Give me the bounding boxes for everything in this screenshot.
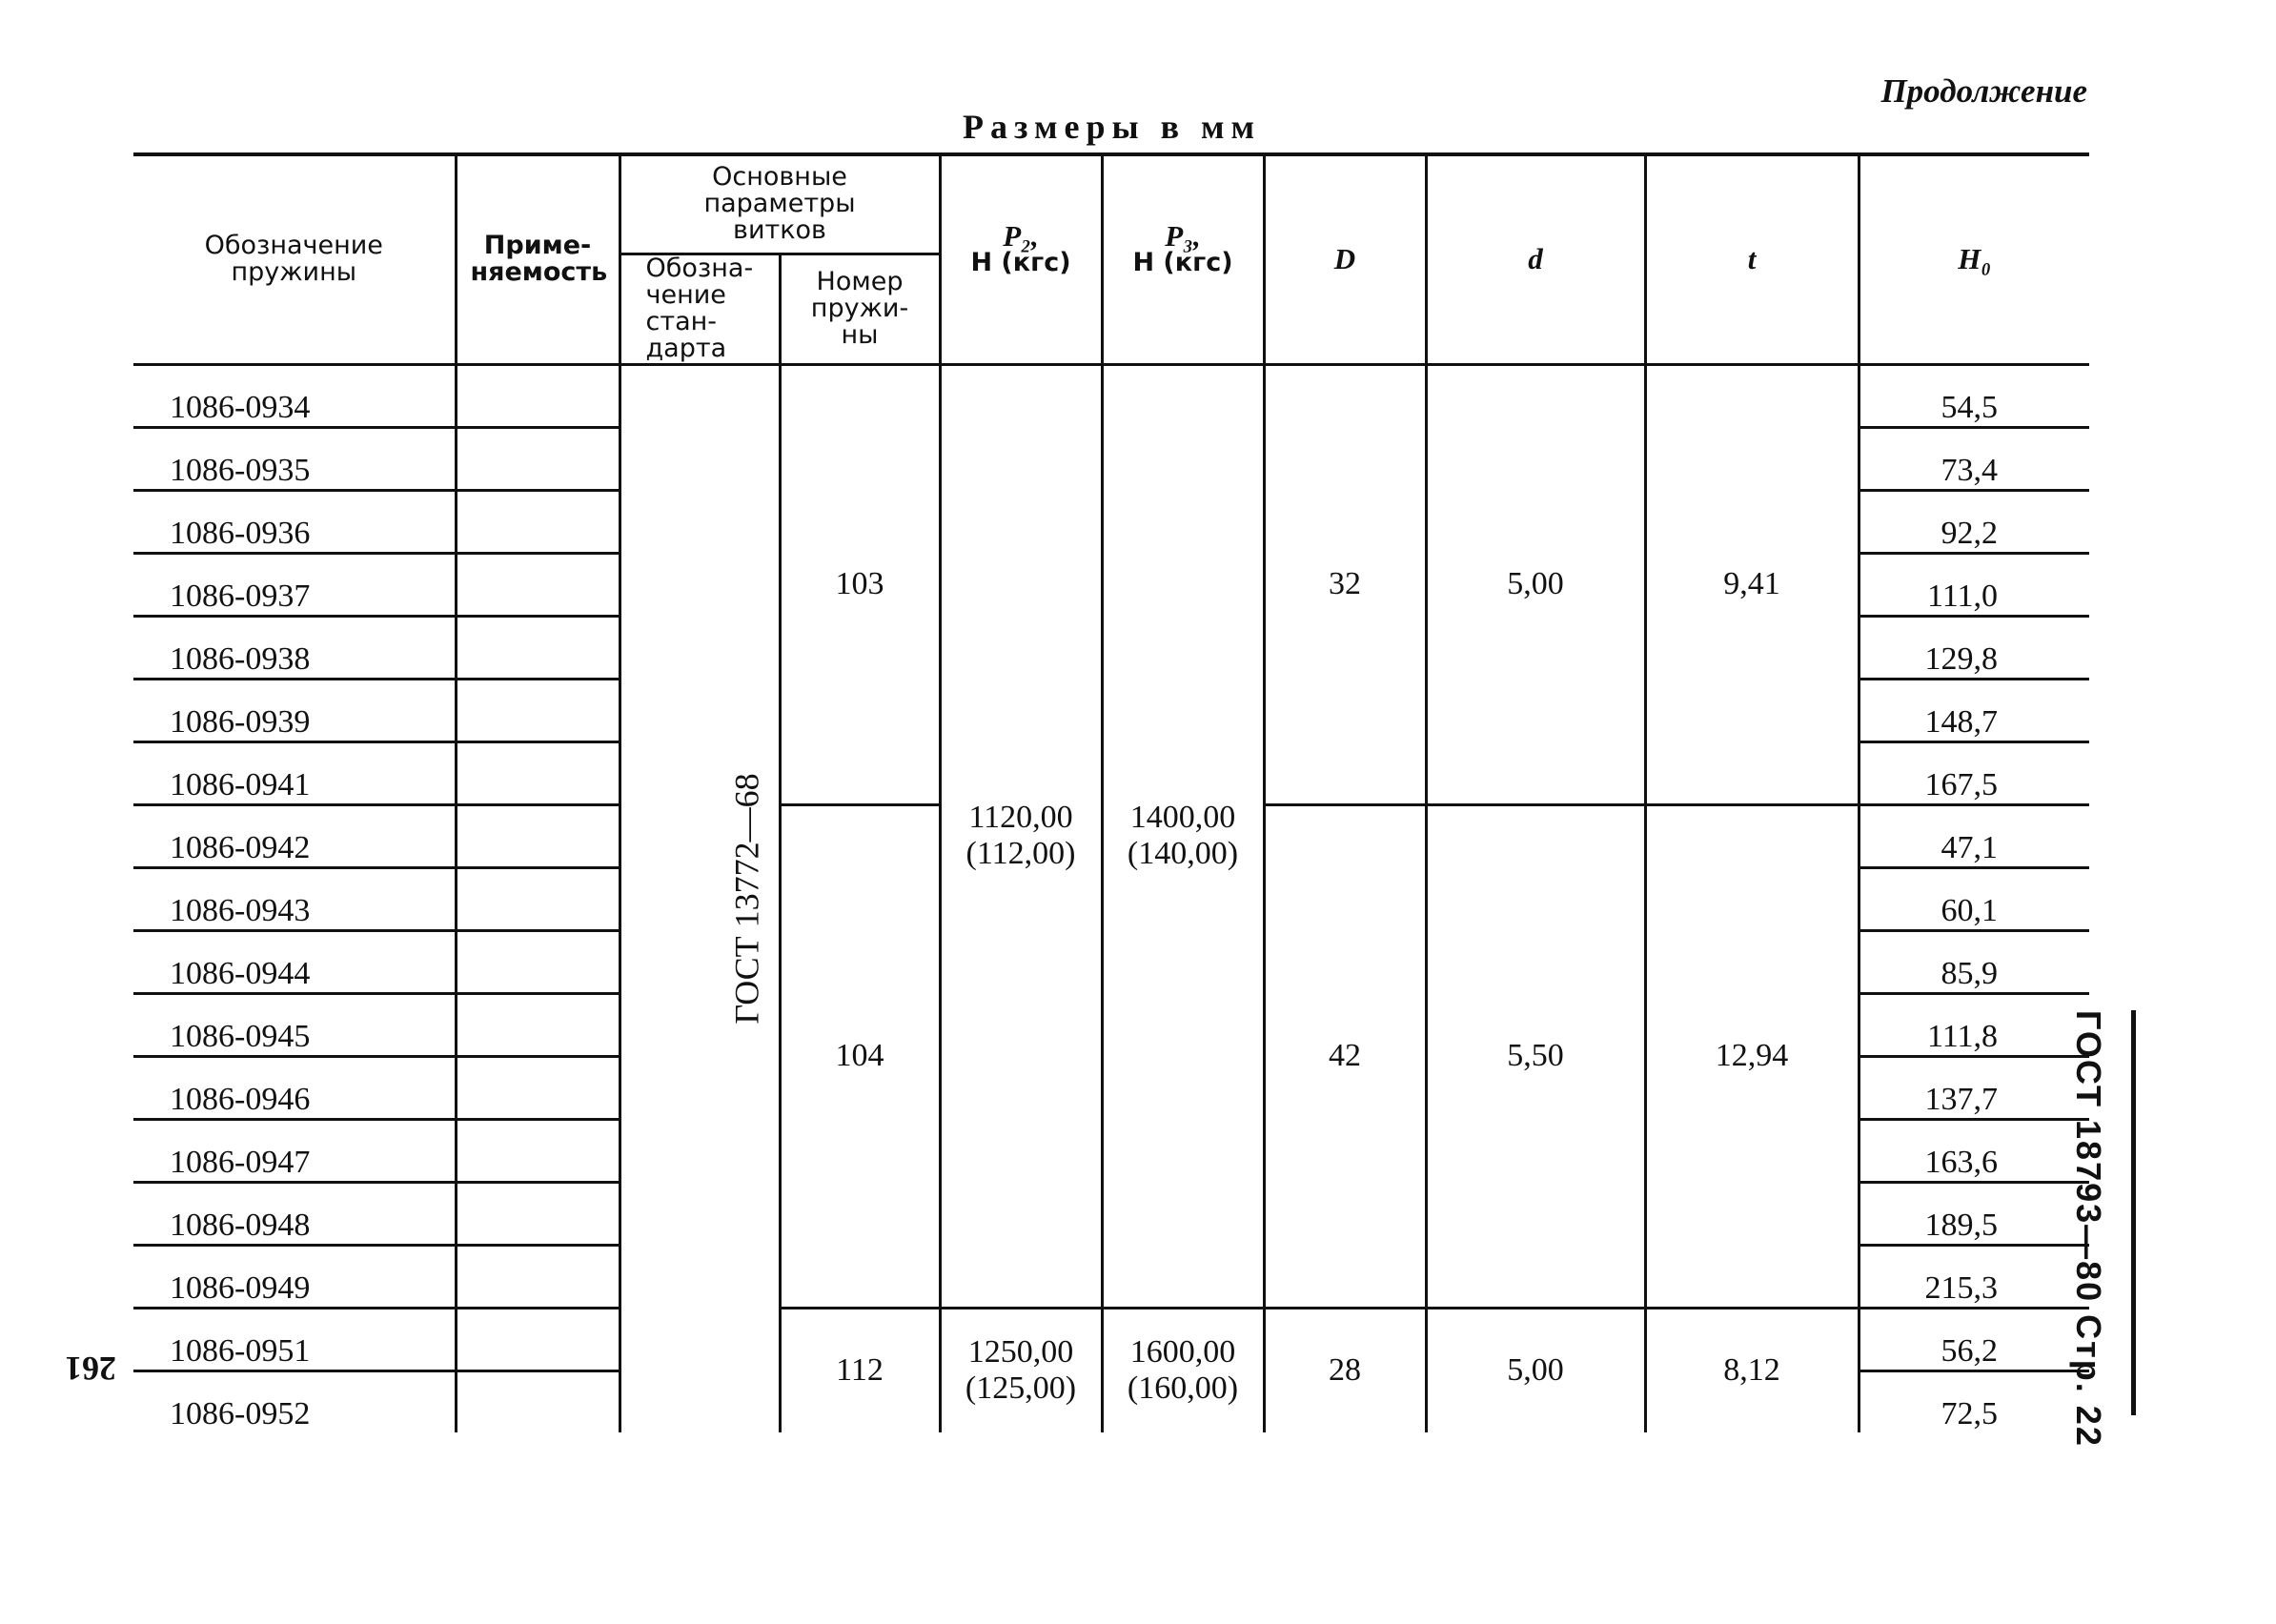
pitch-cell: 8,12	[1645, 1308, 1859, 1432]
designation-cell: 1086-0939	[133, 679, 456, 741]
free-height-cell: 73,4	[1859, 427, 2089, 490]
designation-cell: 1086-0948	[133, 1182, 456, 1245]
pitch-cell: 12,94	[1645, 804, 1859, 1308]
standard-cell	[620, 364, 780, 1432]
spring-number-cell: 112	[780, 1308, 940, 1432]
designation-cell: 1086-0941	[133, 741, 456, 804]
designation-cell: 1086-0942	[133, 804, 456, 867]
header-coil-params: Основные параметры витков	[620, 154, 940, 254]
designation-cell: 1086-0947	[133, 1119, 456, 1182]
designation-cell: 1086-0943	[133, 867, 456, 930]
applicability-cell	[456, 867, 620, 930]
free-height-cell: 111,8	[1859, 993, 2089, 1056]
designation-cell: 1086-0937	[133, 553, 456, 616]
p2-kgf-value: (112,00)	[965, 836, 1076, 871]
designation-cell: 1086-0936	[133, 490, 456, 553]
p2-value: 1250,00	[967, 1334, 1074, 1370]
applicability-cell	[456, 1308, 620, 1370]
applicability-cell	[456, 364, 620, 427]
applicability-cell	[456, 1245, 620, 1308]
spring-number-cell: 104	[780, 804, 940, 1308]
header-p2-unit: Н (кгс)	[970, 248, 1071, 277]
free-height-cell: 167,5	[1859, 741, 2089, 804]
p2-cell	[940, 364, 1102, 1308]
standard-value: ГОСТ 13772—68	[727, 773, 766, 1025]
applicability-cell	[456, 1056, 620, 1119]
wire-diameter-cell: 5,50	[1426, 804, 1645, 1308]
wire-diameter-cell: 5,00	[1426, 1308, 1645, 1432]
applicability-cell	[456, 741, 620, 804]
applicability-cell	[456, 1370, 620, 1432]
free-height-cell: 129,8	[1859, 616, 2089, 679]
header-p2-symbol: P₂,	[1003, 219, 1039, 253]
header-p3-symbol: P₃,	[1165, 219, 1201, 253]
header-wire-diameter: d	[1426, 154, 1645, 364]
free-height-cell: 56,2	[1859, 1308, 2089, 1370]
outer-diameter-cell: 32	[1264, 364, 1426, 804]
applicability-cell	[456, 1119, 620, 1182]
header-spring-number: Номер пружи-ны	[780, 254, 940, 364]
side-rule	[2131, 1010, 2136, 1415]
designation-cell: 1086-0945	[133, 993, 456, 1056]
outer-diameter-cell: 28	[1264, 1308, 1426, 1432]
free-height-cell: 60,1	[1859, 867, 2089, 930]
wire-diameter-cell: 5,00	[1426, 364, 1645, 804]
applicability-cell	[456, 930, 620, 993]
header-p3-unit: Н (кгс)	[1132, 248, 1233, 277]
free-height-cell: 85,9	[1859, 930, 2089, 993]
p2-value: 1120,00	[968, 800, 1073, 835]
free-height-cell: 92,2	[1859, 490, 2089, 553]
spring-spec-table	[133, 152, 2089, 1432]
designation-cell: 1086-0949	[133, 1245, 456, 1308]
applicability-cell	[456, 490, 620, 553]
header-pitch: t	[1645, 154, 1859, 364]
free-height-cell: 47,1	[1859, 804, 2089, 867]
header-free-height: H₀	[1859, 154, 2089, 364]
header-applicability: Приме-няемость	[456, 154, 620, 364]
p3-kgf-value: (160,00)	[1127, 1370, 1239, 1406]
continuation-label: Продолжение	[1880, 72, 2087, 110]
applicability-cell	[456, 679, 620, 741]
free-height-cell: 189,5	[1859, 1182, 2089, 1245]
free-height-cell: 148,7	[1859, 679, 2089, 741]
free-height-cell: 215,3	[1859, 1245, 2089, 1308]
page-number: 261	[65, 1350, 116, 1388]
spring-number-cell: 103	[780, 364, 940, 804]
header-outer-diameter: D	[1264, 154, 1426, 364]
units-caption: Размеры в мм	[963, 108, 1262, 146]
designation-cell: 1086-0935	[133, 427, 456, 490]
outer-diameter-cell: 42	[1264, 804, 1426, 1308]
applicability-cell	[456, 993, 620, 1056]
header-p3	[1102, 154, 1264, 364]
free-height-cell: 54,5	[1859, 364, 2089, 427]
header-p2	[940, 154, 1102, 364]
designation-cell: 1086-0951	[133, 1308, 456, 1370]
side-header: ГОСТ 18793—80 Стр. 22	[2069, 1010, 2108, 1448]
p3-value: 1400,00	[1129, 800, 1236, 835]
designation-cell: 1086-0952	[170, 1395, 311, 1431]
free-height-cell: 111,0	[1859, 553, 2089, 616]
p2-kgf-value: (125,00)	[965, 1370, 1077, 1406]
p3-value: 1600,00	[1129, 1334, 1236, 1370]
free-height-cell: 72,5	[1859, 1370, 2089, 1432]
applicability-cell	[456, 553, 620, 616]
applicability-cell	[456, 427, 620, 490]
designation-cell: 1086-0946	[133, 1056, 456, 1119]
applicability-cell	[456, 1182, 620, 1245]
p3-cell	[1102, 1308, 1264, 1432]
p2-cell	[940, 1308, 1102, 1432]
free-height-cell: 163,6	[1859, 1119, 2089, 1182]
p3-kgf-value: (140,00)	[1127, 836, 1239, 871]
designation-cell: 1086-0934	[133, 364, 456, 427]
designation-cell: 1086-0938	[133, 616, 456, 679]
free-height-cell: 137,7	[1859, 1056, 2089, 1119]
p3-cell	[1102, 364, 1264, 1308]
header-designation: Обозначение пружины	[133, 154, 456, 364]
pitch-cell: 9,41	[1645, 364, 1859, 804]
applicability-cell	[456, 804, 620, 867]
applicability-cell	[456, 616, 620, 679]
designation-cell: 1086-0944	[133, 930, 456, 993]
header-standard: Обозна-чение стан-дарта	[620, 254, 780, 364]
